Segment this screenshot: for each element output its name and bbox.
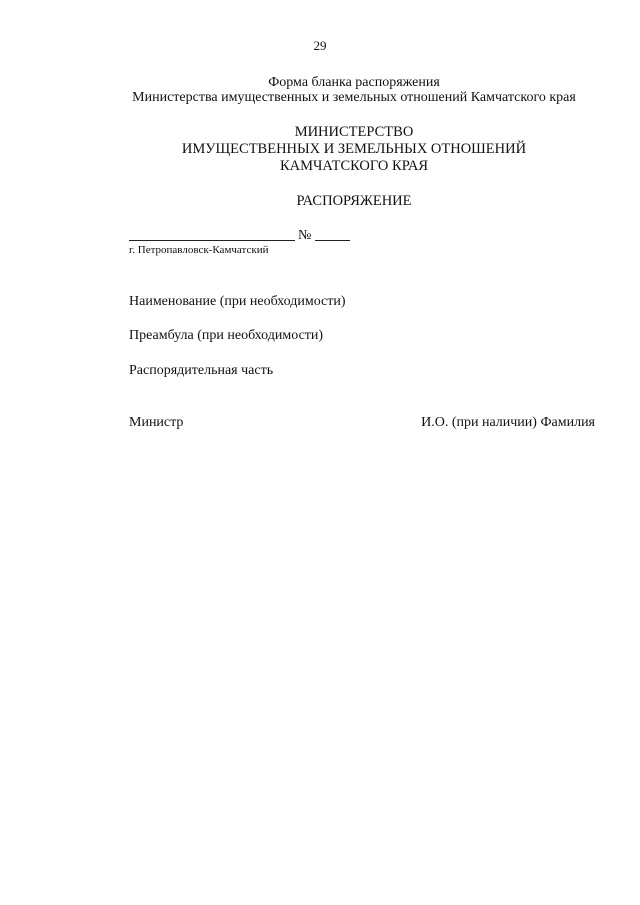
number-fill-line	[315, 240, 350, 241]
city-label: г. Петропавловск-Камчатский	[129, 244, 269, 256]
preamble-placeholder: Преамбула (при необходимости)	[129, 328, 324, 343]
signer-position: Министр	[129, 415, 184, 430]
title-placeholder: Наименование (при необходимости)	[129, 294, 346, 309]
date-fill-line	[129, 240, 295, 241]
operative-part-placeholder: Распорядительная часть	[129, 363, 274, 378]
form-caption-title: Форма бланка распоряжения	[268, 75, 440, 90]
signer-name: И.О. (при наличии) Фамилия	[421, 415, 595, 430]
number-sign: №	[298, 228, 312, 243]
ministry-name-line-1: МИНИСТЕРСТВО	[294, 124, 414, 140]
page-number: 29	[313, 38, 327, 53]
document-type-heading: РАСПОРЯЖЕНИЕ	[296, 193, 412, 209]
ministry-name-line-3: КАМЧАТСКОГО КРАЯ	[279, 158, 429, 174]
form-caption-ministry: Министерства имущественных и земельных отношений Камчатского края	[132, 90, 576, 105]
ministry-name-line-2: ИМУЩЕСТВЕННЫХ И ЗЕМЕЛЬНЫХ ОТНОШЕНИЙ	[181, 141, 527, 157]
